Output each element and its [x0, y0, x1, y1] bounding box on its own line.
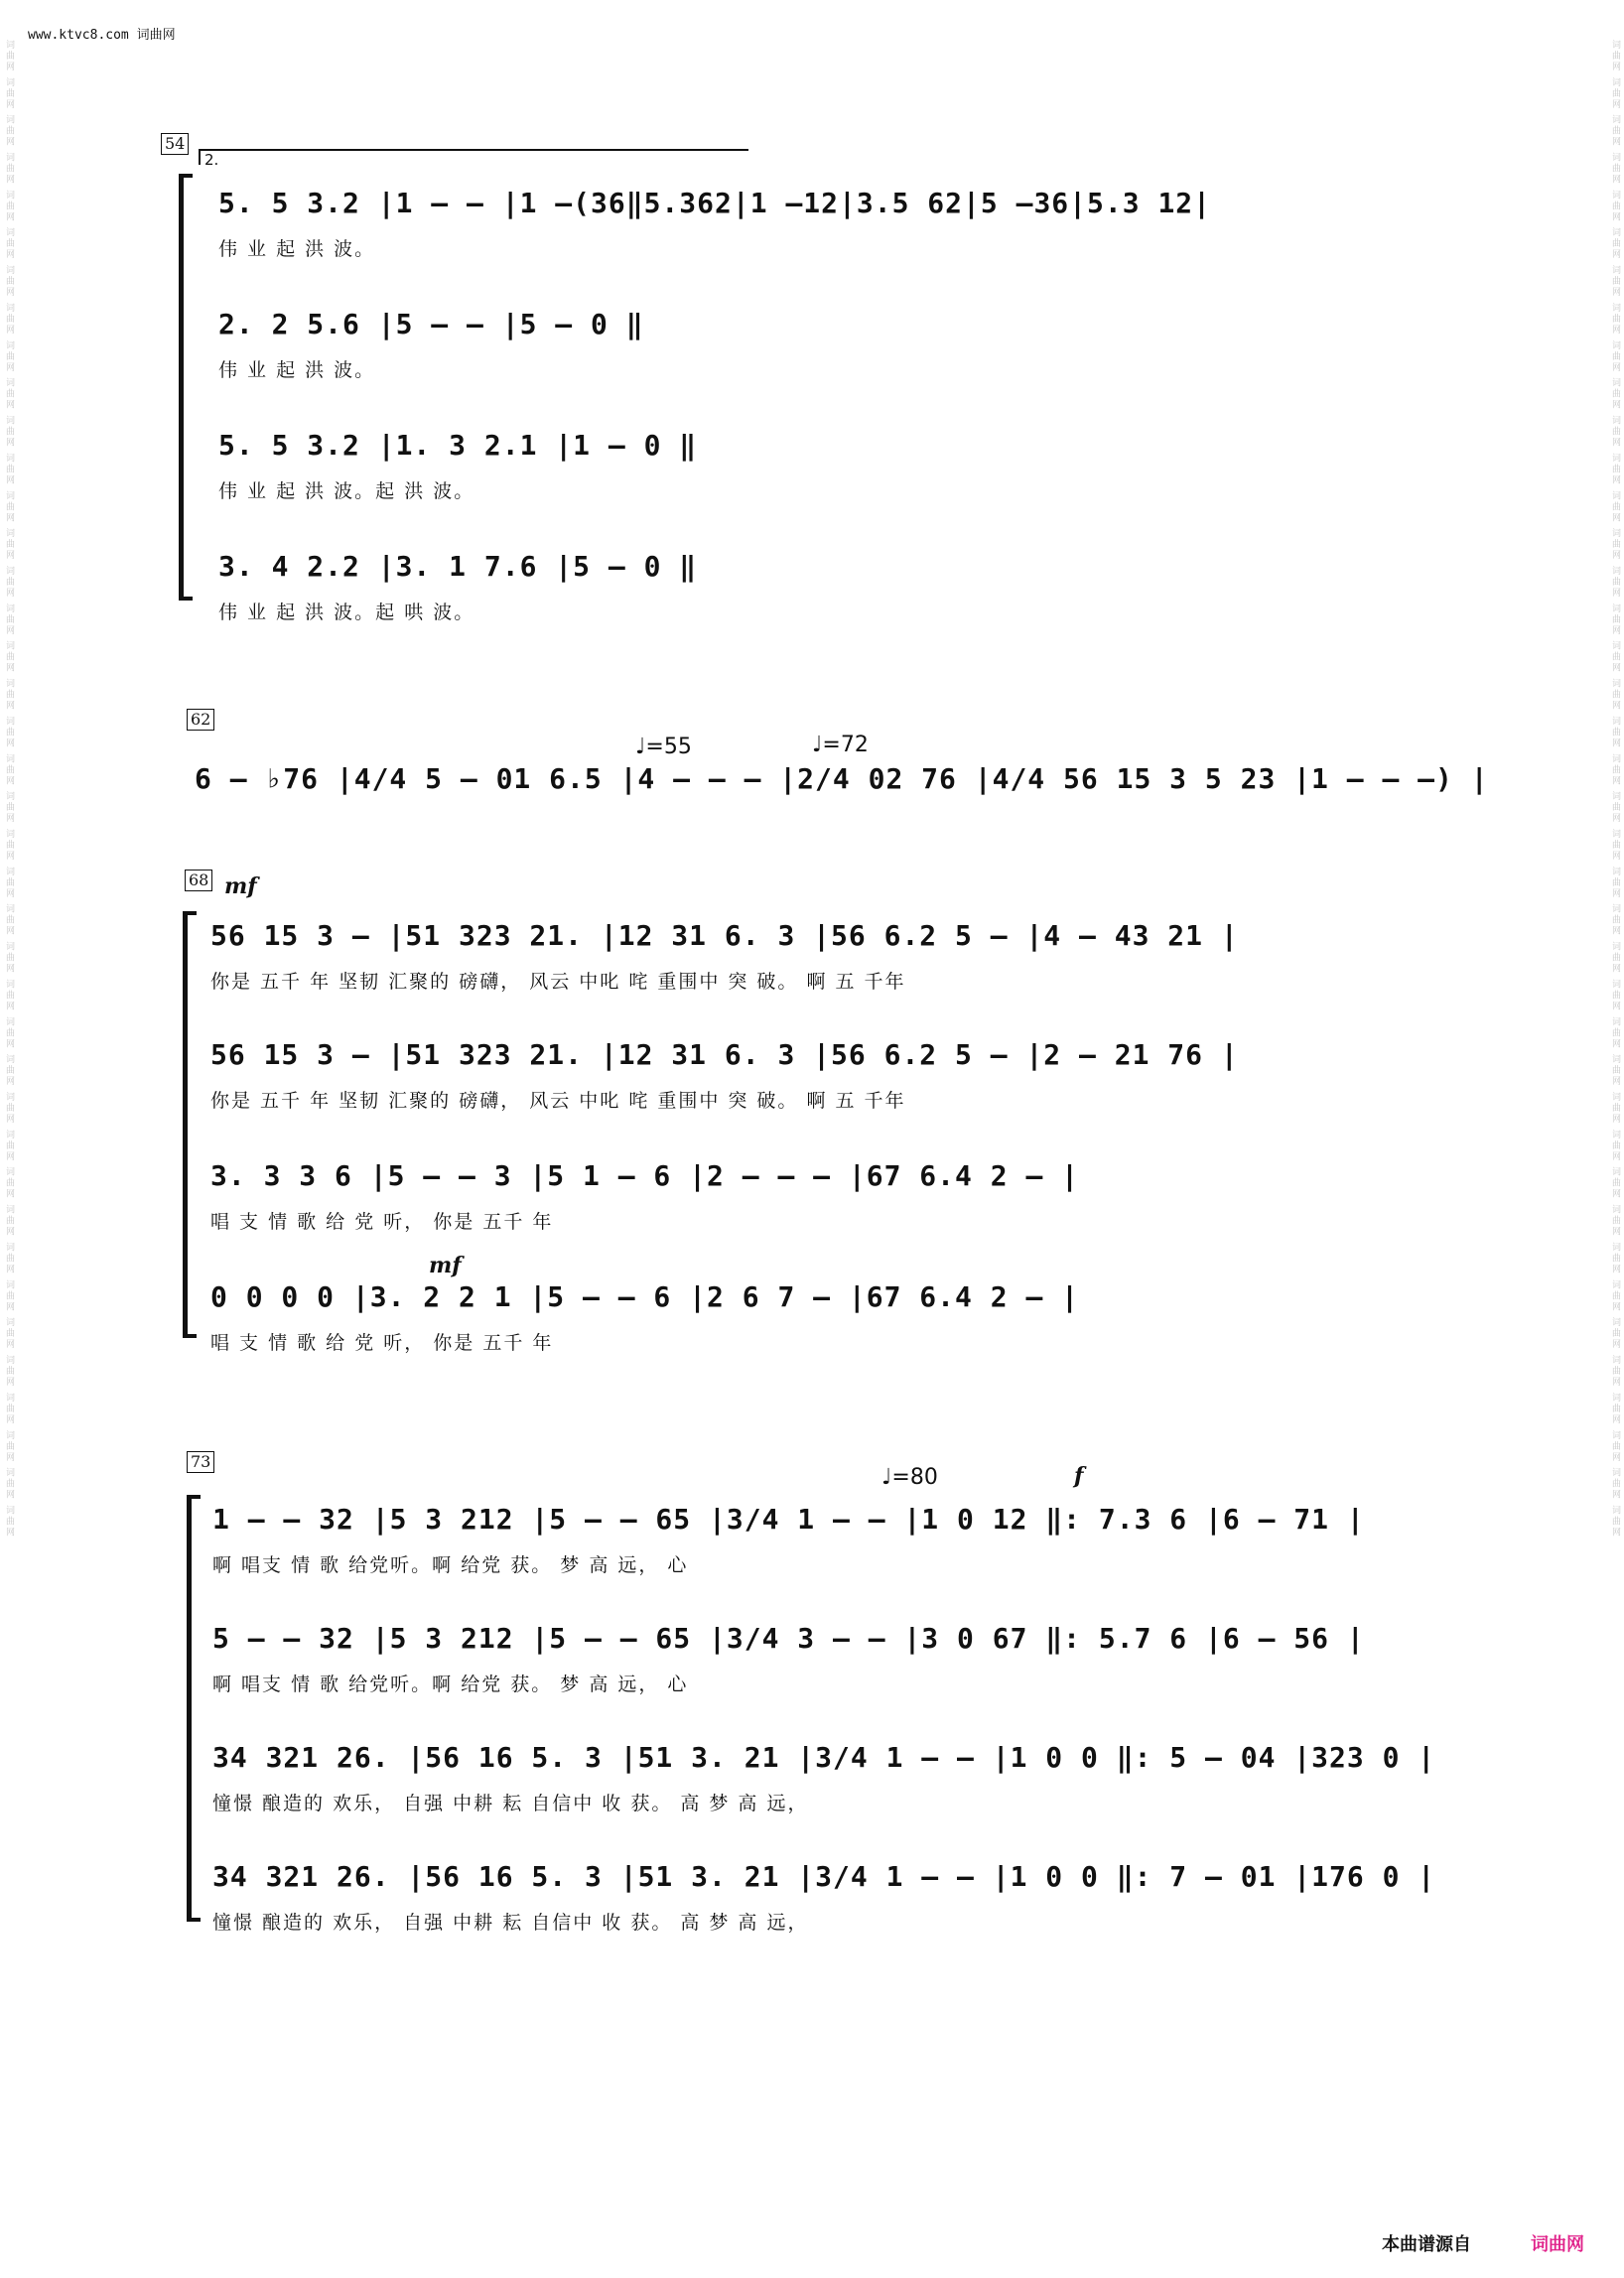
- lyrics: 伟 业 起 洪 波。: [218, 238, 376, 260]
- system-brace: [187, 1495, 192, 1922]
- lyrics: 唱 支 情 歌 给 党 听， 你是 五千 年: [210, 1332, 554, 1354]
- tempo-mark: ♩=55: [635, 735, 692, 759]
- lyrics: 你是 五千 年 坚韧 汇聚的 磅礴， 风云 中叱 咤 重围中 突 破。 啊 五 千年: [210, 1090, 906, 1112]
- staff-intro: [195, 754, 1489, 873]
- notes: 56 15 3 – |51 323 21. |12 31 6. 3 |56 6.2 5 – |4 – 43 21 |: [210, 919, 1239, 952]
- notes: 3. 4 2.2 |3. 1 7.6 |5 – 0 ‖: [218, 550, 698, 583]
- footer-site-link[interactable]: 词曲网: [1531, 2234, 1584, 2255]
- notes: 5. 5 3.2 |1 – – |1 –(36‖5.362|1 –12|3.5 62|5 –36|5.3 12|: [218, 187, 1212, 219]
- lyrics: 伟 业 起 洪 波。: [218, 359, 376, 381]
- staff-alto: [210, 1030, 1491, 1149]
- system-4: [187, 1495, 1467, 1934]
- system-brace: [183, 911, 188, 1338]
- staff-soprano: [212, 1495, 1493, 1614]
- notes: 56 15 3 – |51 323 21. |12 31 6. 3 |56 6.2 5 – |2 – 21 76 |: [210, 1038, 1239, 1071]
- lyrics: 啊 唱支 情 歌 给党听。啊 给党 获。 梦 高 远， 心: [212, 1554, 689, 1576]
- staff-bass: [212, 1852, 1493, 1971]
- tempo-mark: ♩=80: [881, 1465, 938, 1490]
- watermark-left: 词曲网 词曲网 词曲网 词曲网 词曲网 词曲网 词曲网 词曲网 词曲网 词曲网 词曲网 词曲网 词曲网 词曲网 词曲网 词曲网 词曲网 词曲网 词曲网 词曲网 词曲网 词曲网 词曲网 词曲网 词曲网 词曲网 词曲网 词曲网 词曲网 词曲网 词曲网 词曲网 词曲网 词曲网 词曲网 词曲网 词曲网 词曲网 词曲网 词曲网: [4, 40, 14, 1539]
- system-3: [183, 911, 1463, 1354]
- measure-number: 62: [187, 709, 214, 731]
- lyrics: 憧憬 酿造的 欢乐， 自强 中耕 耘 自信中 收 获。 高 梦 高 远，: [212, 1912, 809, 1934]
- measure-number: 68: [185, 870, 212, 891]
- measure-number: 54: [161, 133, 189, 155]
- dynamic-mark: mf: [429, 1253, 462, 1278]
- staff-bass: [210, 1273, 1491, 1392]
- staff-tenor: [212, 1733, 1493, 1852]
- tempo-value: =72: [822, 733, 869, 757]
- notes: 0 0 0 0 |3. 2 2 1 |5 – – 6 |2 6 7 – |67 6.4 2 – |: [210, 1280, 1080, 1313]
- system-1: [179, 174, 1459, 623]
- dynamic-mark: mf: [224, 873, 257, 899]
- lyrics: 唱 支 情 歌 给 党 听， 你是 五千 年: [210, 1211, 554, 1233]
- staff-tenor: [210, 1151, 1491, 1271]
- notes: 5 – – 32 |5 3 212 |5 – – 65 |3/4 3 – – |3 0 67 ‖: 5.7 6 |6 – 56 |: [212, 1622, 1365, 1655]
- tempo-value: =55: [645, 735, 692, 759]
- staff-soprano: [210, 911, 1491, 1030]
- footer-source: 本曲谱源自: [1382, 2234, 1471, 2255]
- watermark-right: 词曲网 词曲网 词曲网 词曲网 词曲网 词曲网 词曲网 词曲网 词曲网 词曲网 词曲网 词曲网 词曲网 词曲网 词曲网 词曲网 词曲网 词曲网 词曲网 词曲网 词曲网 词曲网 词曲网 词曲网 词曲网 词曲网 词曲网 词曲网 词曲网 词曲网 词曲网 词曲网 词曲网 词曲网 词曲网 词曲网 词曲网 词曲网 词曲网 词曲网: [1610, 40, 1620, 1539]
- staff-bass: [218, 542, 1499, 661]
- notes: 1 – – 32 |5 3 212 |5 – – 65 |3/4 1 – – |1 0 12 ‖: 7.3 6 |6 – 71 |: [212, 1503, 1365, 1536]
- staff-tenor: [218, 421, 1499, 540]
- lyrics: 伟 业 起 洪 波。起 洪 波。: [218, 480, 475, 502]
- volta-bracket: [199, 149, 748, 169]
- page-footer: [1382, 2230, 1584, 2256]
- notes: 5. 5 3.2 |1. 3 2.1 |1 – 0 ‖: [218, 429, 698, 462]
- notes: 6 – ♭76 |4/4 5 – 01 6.5 |4 – – – |2/4 02 76 |4/4 56 15 3 5 23 |1 – – –) |: [195, 762, 1489, 795]
- lyrics: 啊 唱支 情 歌 给党听。啊 给党 获。 梦 高 远， 心: [212, 1674, 689, 1695]
- lyrics: 憧憬 酿造的 欢乐， 自强 中耕 耘 自信中 收 获。 高 梦 高 远，: [212, 1793, 809, 1814]
- notes: 3. 3 3 6 |5 – – 3 |5 1 – 6 |2 – – – |67 6.4 2 – |: [210, 1159, 1080, 1192]
- staff-soprano: [218, 179, 1499, 298]
- site-header: www.ktvc8.com 词曲网: [28, 28, 176, 43]
- staff-alto: [212, 1614, 1493, 1733]
- tempo-mark: ♩=72: [812, 733, 869, 757]
- staff-alto: [218, 300, 1499, 419]
- notes: 34 321 26. |56 16 5. 3 |51 3. 21 |3/4 1 – – |1 0 0 ‖: 5 – 04 |323 0 |: [212, 1741, 1436, 1774]
- notes: 34 321 26. |56 16 5. 3 |51 3. 21 |3/4 1 – – |1 0 0 ‖: 7 – 01 |176 0 |: [212, 1860, 1436, 1893]
- lyrics: 你是 五千 年 坚韧 汇聚的 磅礴， 风云 中叱 咤 重围中 突 破。 啊 五 千年: [210, 971, 906, 993]
- volta-label: 2.: [204, 151, 219, 169]
- system-2: [195, 754, 1489, 814]
- notes: 2. 2 5.6 |5 – – |5 – 0 ‖: [218, 308, 644, 340]
- system-brace: [179, 174, 184, 601]
- lyrics: 伟 业 起 洪 波。起 哄 波。: [218, 602, 475, 623]
- measure-number: 73: [187, 1451, 214, 1473]
- tempo-value: =80: [891, 1465, 938, 1490]
- dynamic-mark: f: [1074, 1463, 1084, 1489]
